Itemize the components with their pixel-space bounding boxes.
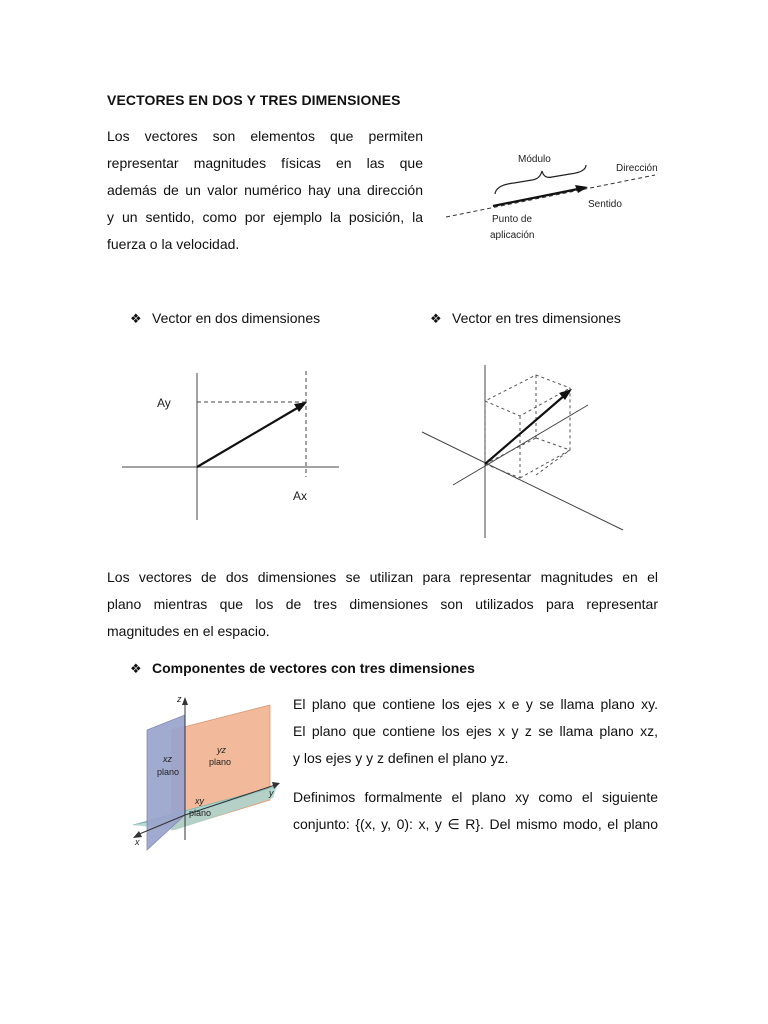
xz-label: xz (163, 754, 172, 764)
intro-line: representar magnitudes físicas en las que (107, 155, 423, 171)
modulo-label: Módulo (518, 154, 551, 165)
intro-line: además de un valor numérico hay una dirección (107, 182, 423, 198)
bullet-3d-label: Vector en tres dimensiones (452, 310, 621, 326)
xy-plano-label: plano (189, 808, 212, 818)
diamond-bullet-icon: ❖ (430, 311, 442, 326)
paragraph-4 (293, 784, 658, 838)
vector-2d (197, 407, 299, 467)
sentido-label: Sentido (588, 199, 622, 210)
xy-label: xy (195, 796, 204, 806)
paragraph-line: conjunto: {(x, y, 0): x, y ∈ R}. Del mismo modo, el plano (293, 816, 658, 832)
intro-line: y un sentido, como por ejemplo la posición, la (107, 209, 423, 225)
vector-concept-diagram (440, 145, 665, 250)
graph-2d (115, 365, 350, 525)
paragraph-3 (293, 691, 658, 772)
page-title: VECTORES EN DOS Y TRES DIMENSIONES (107, 92, 401, 108)
coordinate-planes-figure (125, 690, 285, 855)
bullet-3d (430, 310, 621, 327)
x-axis (422, 432, 623, 530)
direction-line (446, 175, 655, 217)
yz-plano-label: plano (209, 757, 232, 767)
z-label: z (177, 694, 182, 704)
paragraph-2 (107, 564, 658, 645)
bullet-2d (130, 310, 320, 327)
aplicacion-label: aplicación (490, 230, 535, 241)
paragraph-line: Definimos formalmente el plano xy como el siguiente (293, 789, 658, 805)
ay-label: Ay (157, 396, 171, 410)
arrowhead (294, 402, 307, 412)
xz-plane (147, 715, 185, 850)
diamond-bullet-icon: ❖ (130, 661, 142, 676)
yz-label: yz (217, 745, 226, 755)
paragraph-line: y los ejes y y z definen el plano yz. (293, 750, 509, 766)
y-label: y (269, 788, 274, 798)
graph-3d (418, 360, 628, 540)
bullet-2d-label: Vector en dos dimensiones (152, 310, 321, 326)
x-label: x (135, 837, 140, 847)
diamond-bullet-icon: ❖ (130, 311, 142, 326)
paragraph-line: El plano que contiene los ejes x e y se llama plano xy. (293, 696, 658, 712)
z-arrowhead (182, 697, 188, 705)
bullet-components-label: Componentes de vectores con tres dimensiones (152, 660, 475, 676)
ax-label: Ax (293, 489, 308, 503)
paragraph-line: magnitudes en el espacio. (107, 623, 270, 639)
intro-line: fuerza o la velocidad. (107, 236, 240, 252)
intro-paragraph (107, 123, 423, 258)
paragraph-line: plano mientras que los de tres dimensiones son utilizados para representar (107, 596, 658, 612)
direccion-label: Dirección (616, 163, 658, 174)
vector-3d (485, 395, 565, 464)
intro-line: Los vectores son elementos que permiten (107, 128, 423, 144)
vector-arrow (493, 189, 578, 206)
paragraph-line: El plano que contiene los ejes x y z se llama plano xz, (293, 723, 658, 739)
xz-plano-label: plano (157, 767, 180, 777)
paragraph-line: Los vectores de dos dimensiones se utilizan para representar magnitudes en el (107, 569, 658, 585)
bullet-components (130, 660, 475, 677)
punto-label: Punto de (492, 214, 533, 225)
